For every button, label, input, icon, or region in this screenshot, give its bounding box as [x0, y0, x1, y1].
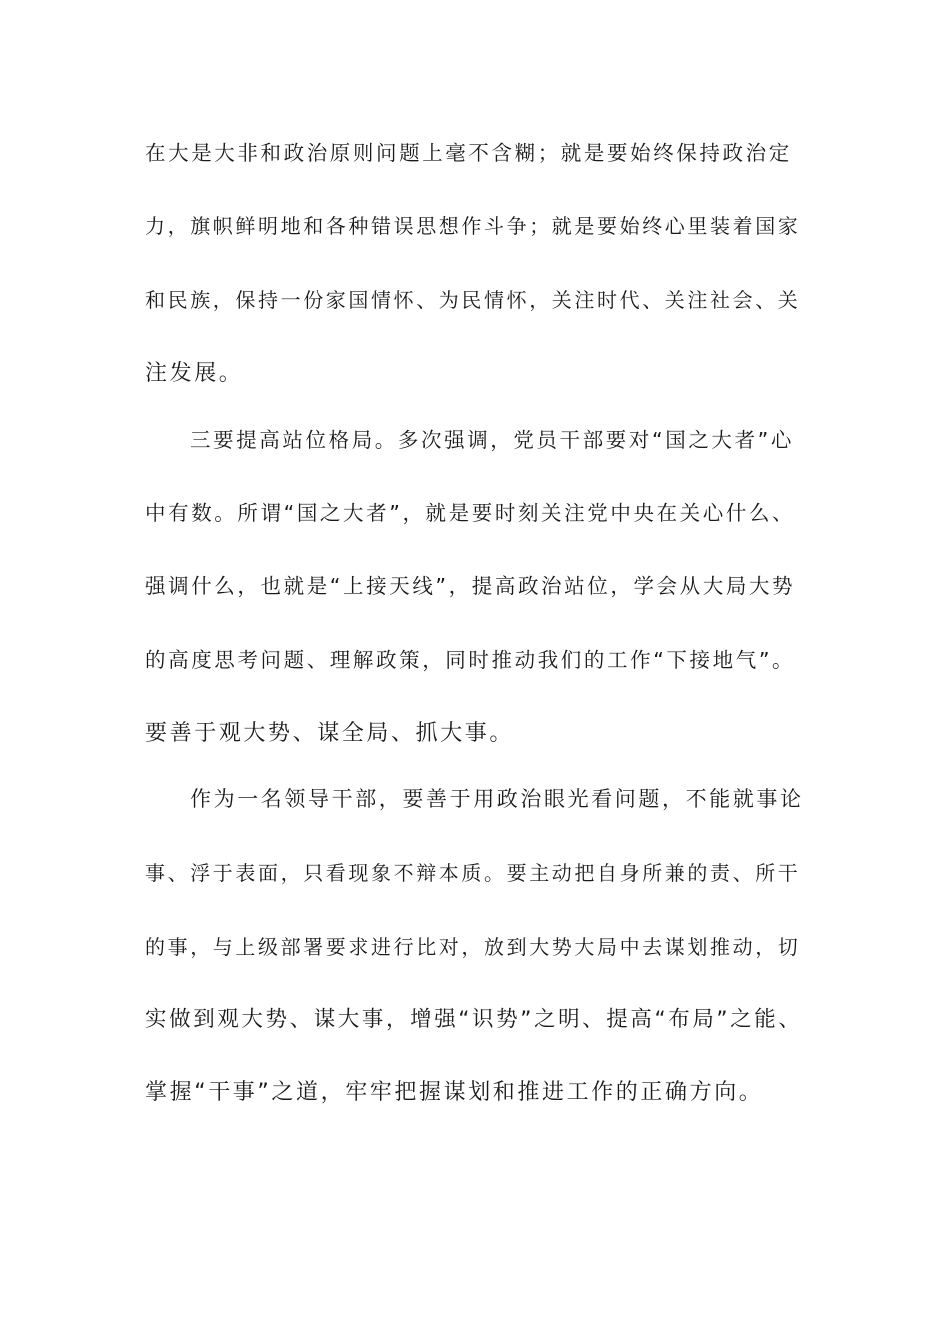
- text-line: 三要提高站位格局。多次强调，党员干部要对“国之大者”心: [190, 428, 794, 452]
- text-line: 中有数。所谓“国之大者”，就是要时刻关注党中央在关心什么、: [145, 501, 796, 525]
- text-line: 在大是大非和政治原则问题上毫不含糊；就是要始终保持政治定: [145, 141, 792, 165]
- text-line: 的高度思考问题、理解政策，同时推动我们的工作“下接地气”。: [145, 648, 796, 672]
- text-line: 要善于观大势、谋全局、抓大事。: [145, 721, 515, 746]
- text-line: 掌握“干事”之道，牢牢把握谋划和推进工作的正确方向。: [145, 1080, 764, 1105]
- text-line: 作为一名领导干部，要善于用政治眼光看问题，不能就事论: [190, 787, 804, 811]
- text-line: 实做到观大势、谋大事，增强“识势”之明、提高“布局”之能、: [145, 1007, 803, 1032]
- text-line: 和民族，保持一份家国情怀、为民情怀，关注时代、关注社会、关: [145, 288, 801, 312]
- text-line: 事、浮于表面，只看现象不辩本质。要主动把自身所兼的责、所干: [145, 861, 801, 885]
- text-line: 强调什么，也就是“上接天线”，提高政治站位，学会从大局大势: [145, 574, 796, 598]
- text-line: 力，旗帜鲜明地和各种错误思想作斗争；就是要始终心里装着国家: [145, 214, 801, 238]
- text-line: 的事，与上级部署要求进行比对，放到大势大局中去谋划推动，切: [145, 935, 801, 959]
- text-line: 注发展。: [145, 361, 244, 386]
